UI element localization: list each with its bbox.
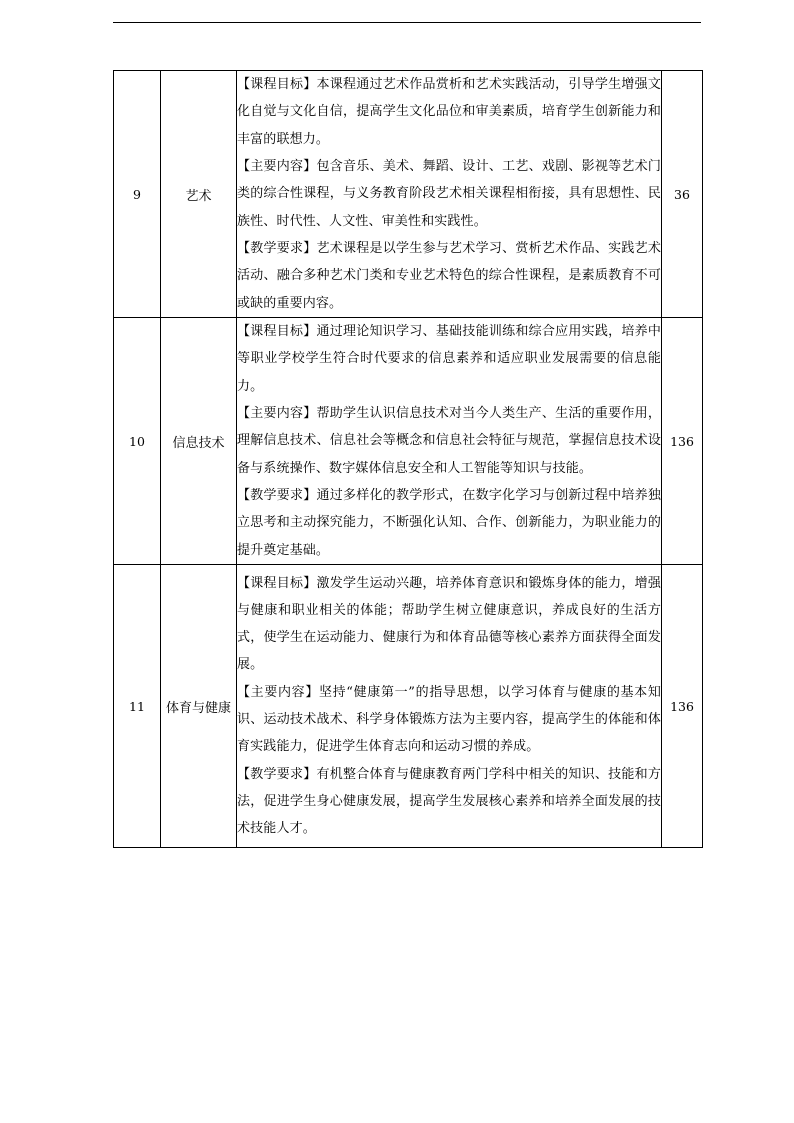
teaching-requirement-paragraph — [237, 235, 661, 317]
course-number: 10 — [114, 318, 161, 565]
section-tag: 【主要内容】 — [237, 406, 317, 422]
teaching-requirement-paragraph — [237, 482, 661, 564]
table-row — [114, 318, 703, 565]
course-number: 9 — [114, 71, 161, 318]
course-goal-paragraph — [237, 71, 661, 153]
course-name: 体育与健康 — [161, 565, 237, 848]
main-content-paragraph — [237, 679, 661, 761]
section-text: 通过理论知识学习、基础技能训练和综合应用实践，培养中等职业学校学生符合时代要求的信息素养和适应职业发展需要的信息能力。 — [237, 324, 662, 394]
course-number: 11 — [114, 565, 161, 848]
section-tag: 【教学要求】 — [237, 766, 317, 782]
course-description — [237, 565, 662, 848]
course-table — [113, 70, 703, 848]
course-description — [237, 71, 662, 318]
section-text: 通过多样化的教学形式，在数字化学习与创新过程中培养独立思考和主动探究能力，不断强化认知、合作、创新能力，为职业能力的提升奠定基础。 — [237, 487, 662, 558]
course-description — [237, 318, 662, 565]
course-name: 艺术 — [161, 71, 237, 318]
course-hours: 136 — [662, 565, 703, 848]
teaching-requirement-paragraph — [237, 761, 661, 843]
table-row — [114, 71, 703, 318]
section-tag: 【课程目标】 — [237, 575, 317, 591]
table-row — [114, 565, 703, 848]
section-text: 本课程通过艺术作品赏析和艺术实践活动，引导学生增强文化自觉与文化自信，提高学生文化品位和审美素质，培育学生创新能力和丰富的联想力。 — [237, 77, 662, 147]
section-tag: 【教学要求】 — [237, 487, 317, 503]
section-tag: 【主要内容】 — [237, 159, 317, 175]
course-hours: 36 — [662, 71, 703, 318]
course-hours: 136 — [662, 318, 703, 565]
main-content-paragraph — [237, 153, 661, 235]
main-content-paragraph — [237, 400, 661, 482]
section-tag: 【主要内容】 — [237, 684, 319, 700]
section-tag: 【教学要求】 — [237, 240, 317, 256]
course-name: 信息技术 — [161, 318, 237, 565]
section-text: 激发学生运动兴趣，培养体育意识和锻炼身体的能力，增强与健康和职业相关的体能；帮助学生树立健康意识，养成良好的生活方式，使学生在运动能力、健康行为和体育品德等核心素养方面获得全面发展。 — [237, 575, 662, 673]
section-text: 坚持“健康第一”的指导思想，以学习体育与健康的基本知识、运动技术战术、科学身体锻炼方法为主要内容，提高学生的体能和体育实践能力，促进学生体育志向和运动习惯的养成。 — [237, 684, 661, 755]
section-tag: 【课程目标】 — [237, 77, 317, 93]
section-text: 包含音乐、美术、舞蹈、设计、工艺、戏剧、影视等艺术门类的综合性课程，与义务教育阶段艺术相关课程相衔接，具有思想性、民族性、时代性、人文性、审美性和实践性。 — [237, 159, 662, 229]
course-goal-paragraph — [237, 318, 661, 400]
section-text: 帮助学生认识信息技术对当今人类生产、生活的重要作用，理解信息技术、信息社会等概念和信息社会特征与规范，掌握信息技术设备与系统操作、数字媒体信息安全和人工智能等知识与技能。 — [237, 406, 662, 476]
section-tag: 【课程目标】 — [237, 324, 317, 340]
course-goal-paragraph — [237, 570, 661, 679]
section-text: 艺术课程是以学生参与艺术学习、赏析艺术作品、实践艺术活动、融合多种艺术门类和专业艺术特色的综合性课程，是素质教育不可或缺的重要内容。 — [237, 240, 662, 311]
section-text: 有机整合体育与健康教育两门学科中相关的知识、技能和方法，促进学生身心健康发展，提高学生发展核心素养和培养全面发展的技术技能人才。 — [237, 766, 662, 837]
header-rule — [113, 22, 701, 23]
